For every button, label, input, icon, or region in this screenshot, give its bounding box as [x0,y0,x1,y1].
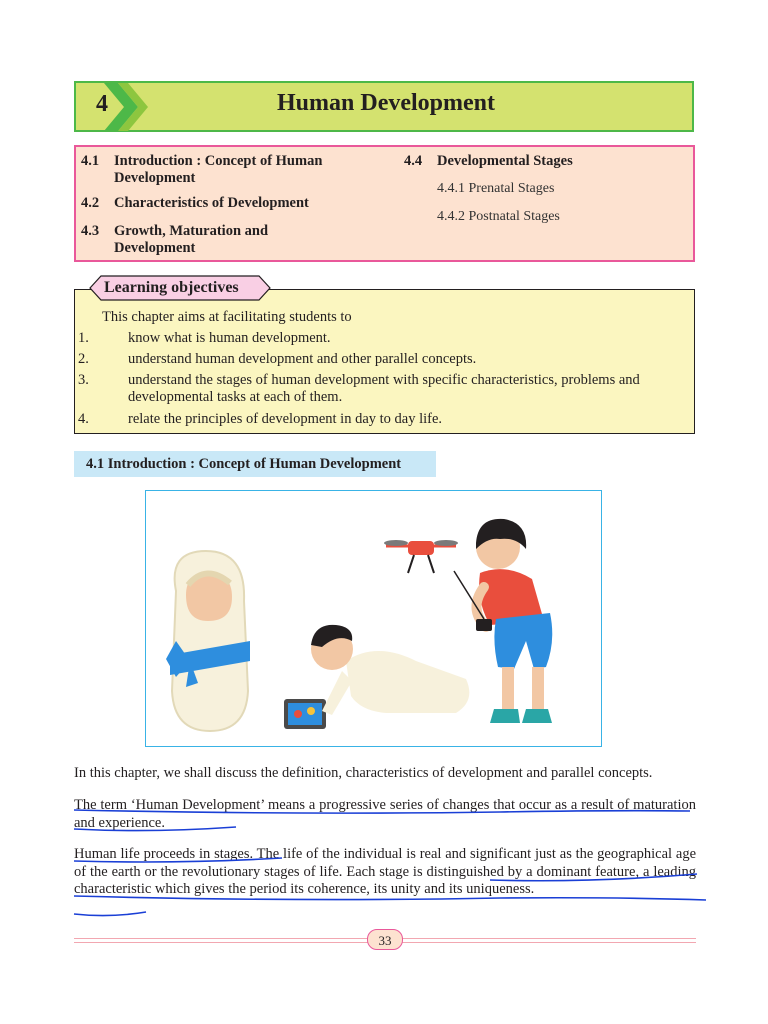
drone-toy [384,540,458,573]
section-heading: 4.1 Introduction : Concept of Human Development [74,451,436,477]
body-paragraph: In this chapter, we shall discuss the definition, characteristics of development and parallel concepts. [74,765,653,781]
development-illustration [145,490,602,747]
toc-subitem: 4.4.1 Prenatal Stages [437,181,555,196]
chapter-contents: 4.1 Introduction : Concept of Human Development 4.2 Characteristics of Development 4.3 Growth, Maturation and Development 4.4 Developmental Stages 4.4.1 Prenatal Stages 4.4.2 Postnatal Stages [74,145,695,262]
body-paragraph: The term ‘Human Development’ means a progressive series of changes that occur as a result of maturation and experience. [74,797,696,831]
objectives-intro: This chapter aims at facilitating students to [102,309,352,325]
objectives-heading: Learning objectives [104,279,239,296]
chapter-title: Human Development [277,90,495,116]
children-growth-image [146,491,600,745]
toc-subitem: 4.4.2 Postnatal Stages [437,209,560,224]
crawling-baby [284,625,469,729]
chapter-header [74,81,694,132]
swaddled-baby [166,551,250,731]
page-number: 33 [367,929,403,950]
chapter-number: 4 [96,91,108,117]
body-paragraph: Human life proceeds in stages. The life of the individual is real and significant just as the geographical age of the earth or the revolutionary stages of life. Each stage is distinguished by a dominant feature, a leading characteristic which gives the period its coherence, its unity and its uniqueness. [74,846,696,897]
